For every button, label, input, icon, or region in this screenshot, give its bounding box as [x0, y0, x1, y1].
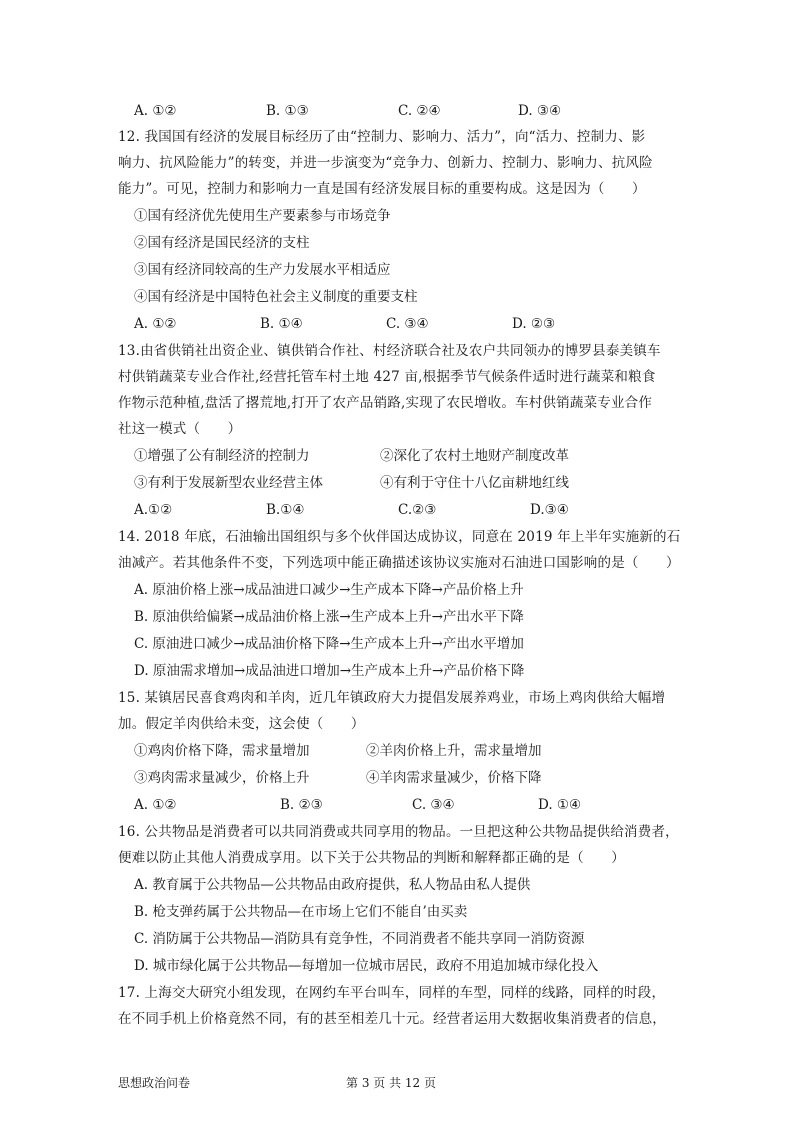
q12-statement-3: ③国有经济同较高的生产力发展水平相适应: [134, 262, 391, 278]
q12-statement-1: ①国有经济优先使用生产要素参与市场竞争: [134, 208, 391, 224]
q13-stem-line-2: 村供销蔬菜专业合作社,经营托管车村土地 427 亩,根据季节气候条件适时进行蔬菜和粮食: [118, 369, 656, 385]
q13-statement-2: ②深化了农村土地财产制度改革: [380, 448, 569, 464]
q15-option-b: B. ②③: [280, 797, 323, 813]
q16-option-d: D. 城市绿化属于公共物品—每增加一位城市居民，政府不用追加城市绿化投入: [134, 958, 599, 974]
q12-option-d: D. ②③: [512, 316, 556, 332]
q16-option-a: A. 教育属于公共物品—公共物品由政府提供，私人物品由私人提供: [134, 877, 531, 893]
q15-statement-4: ④羊肉需求量减少，价格下降: [366, 770, 542, 786]
q15-stem-line-2: 加。假定羊肉供给未变，这会使（ ）: [118, 716, 365, 732]
q12-stem-line-3: 能力”。可见，控制力和影响力一直是国有经济发展目标的重要构成。这是因为（ ）: [118, 181, 646, 197]
q12-option-b: B. ①④: [260, 316, 303, 332]
q14-stem-line-1: 14. 2018 年底，石油输出国组织与多个伙伴国达成协议，同意在 2019 年上半年实施新的石: [118, 529, 681, 545]
q15-option-c: C. ③④: [412, 797, 455, 813]
q12-option-c: C. ③④: [386, 316, 429, 332]
q14-stem-line-2: 油减产。若其他条件不变，下列选项中能正确描述该协议实施对石油进口国影响的是（ ）: [118, 555, 680, 571]
q13-statement-3: ③有利于发展新型农业经营主体: [134, 475, 323, 491]
q17-stem-line-2: 在不同手机上价格竟然不同，有的甚至相差几十元。经营者运用大数据收集消费者的信息，: [118, 1011, 666, 1027]
q14-option-c: C. 原油进口减少→成品油价格下降→生产成本上升→产出水平增加: [134, 636, 524, 652]
q11-option-b: B. ①③: [266, 103, 309, 119]
q16-option-c: C. 消防属于公共物品—消防具有竞争性，不同消费者不能共享同一消防资源: [134, 931, 585, 947]
q14-option-b: B. 原油供给偏紧→成品油价格上涨→生产成本上升→产出水平下降: [134, 609, 524, 625]
q14-option-a: A. 原油价格上涨→成品油进口减少→生产成本下降→产品价格上升: [134, 582, 524, 598]
q12-stem-line-1: 12. 我国国有经济的发展目标经历了由“控制力、影响力、活力”，向“活力、控制力、影: [118, 129, 646, 145]
q17-stem-line-1: 17. 上海交大研究小组发现，在网约车平台叫车，同样的车型，同样的线路，同样的时段，: [118, 985, 666, 1001]
q15-option-a: A. ①②: [134, 797, 177, 813]
q13-stem-line-1: 13.由省供销社出资企业、镇供销合作社、村经济联合社及农户共同领办的博罗县泰美镇车: [118, 343, 661, 359]
q13-option-c: C.②③: [398, 502, 437, 518]
q15-statement-2: ②羊肉价格上升，需求量增加: [366, 743, 542, 759]
q16-stem-line-1: 16. 公共物品是消费者可以共同消费或共同享用的物品。一旦把这种公共物品提供给消费者，: [118, 824, 679, 840]
q15-statement-3: ③鸡肉需求量减少，价格上升: [134, 770, 310, 786]
q13-option-a: A.①②: [134, 502, 173, 518]
q12-option-a: A. ①②: [134, 316, 177, 332]
q11-option-c: C. ②④: [398, 103, 441, 119]
q16-stem-line-2: 便难以防止其他人消费成享用。以下关于公共物品的判断和解释都正确的是（ ）: [118, 850, 625, 866]
q15-stem-line-1: 15. 某镇居民喜食鸡肉和羊肉，近几年镇政府大力提倡发展养鸡业，市场上鸡肉供给大幅增: [118, 690, 666, 706]
q16-option-b: B. 枪支弹药属于公共物品—在市场上它们不能自’由买卖: [134, 904, 468, 920]
q12-statement-4: ④国有经济是中国特色社会主义制度的重要支柱: [134, 289, 418, 305]
q13-statement-1: ①增强了公有制经济的控制力: [134, 448, 310, 464]
footer-page-number: 第 3 页 共 12 页: [346, 1076, 436, 1090]
q11-option-d: D. ③④: [518, 103, 562, 119]
q13-stem-line-3: 作物示范种植,盘活了撂荒地,打开了农产品销路,实现了农民增收。车村供销蔬菜专业合作: [118, 395, 653, 411]
q13-stem-line-4: 社这一模式（ ）: [118, 421, 242, 437]
q13-option-b: B.①④: [266, 502, 305, 518]
q12-stem-line-2: 响力、抗风险能力”的转变，并进一步演变为“竞争力、创新力、控制力、影响力、抗风险: [118, 155, 653, 171]
q12-statement-2: ②国有经济是国民经济的支柱: [134, 235, 310, 251]
footer-subject: 思想政治问卷: [118, 1076, 191, 1090]
q15-option-d: D. ①④: [538, 797, 582, 813]
q13-statement-4: ④有利于守住十八亿亩耕地红线: [380, 475, 569, 491]
q14-option-d: D. 原油需求增加→成品油进口增加→生产成本上升→产品价格下降: [134, 663, 525, 679]
q15-statement-1: ①鸡肉价格下降，需求量增加: [134, 743, 310, 759]
q13-option-d: D.③④: [530, 502, 569, 518]
q11-option-a: A. ①②: [134, 103, 177, 119]
